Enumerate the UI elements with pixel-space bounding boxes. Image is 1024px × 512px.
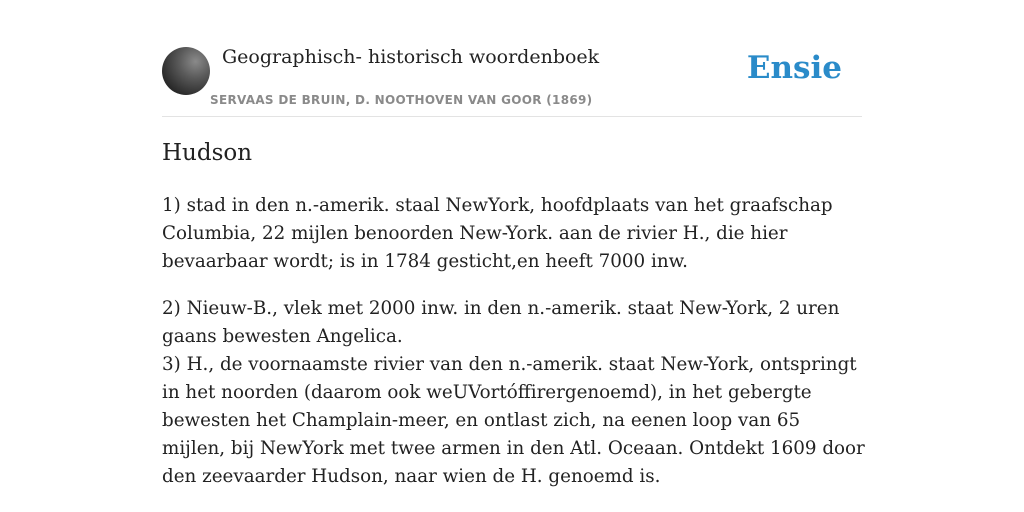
book-cover-thumbnail[interactable]	[162, 47, 210, 95]
entry-paragraph-3: 3) H., de voornaamste rivier van den n.-amerik. staat New-York, ontspringt in het noorden (daarom ook weUVortóffirergenoemd), in het gebergte bewesten het Champlain-meer, en ontlast zich, na eenen loop van 65 mijlen, bij NewYork met twee armen in den Atl. Oceaan. Ontdekt 1609 door den zeevaarder Hudson, naar wien de H. genoemd is.	[162, 354, 865, 487]
dictionary-header	[162, 46, 862, 117]
dictionary-title[interactable]: Geographisch- historisch woordenboek	[222, 46, 600, 68]
entry-body	[162, 192, 867, 491]
entry-paragraph-2: 2) Nieuw-B., vlek met 2000 inw. in den n.-amerik. staat New-York, 2 uren gaans bewesten Angelica.	[162, 298, 840, 347]
entry-title: Hudson	[162, 140, 253, 166]
dictionary-authors: SERVAAS DE BRUIN, D. NOOTHOVEN VAN GOOR (1869)	[210, 93, 593, 107]
ensie-logo-link[interactable]: Ensie	[746, 50, 842, 86]
entry-paragraph-1: 1) stad in den n.-amerik. staal NewYork, hoofdplaats van het graafschap Columbia, 22 mijlen benoorden New-York. aan de rivier H., die hier bevaarbaar wordt; is in 1784 gesticht,en heeft 7000 inw.	[162, 195, 833, 272]
